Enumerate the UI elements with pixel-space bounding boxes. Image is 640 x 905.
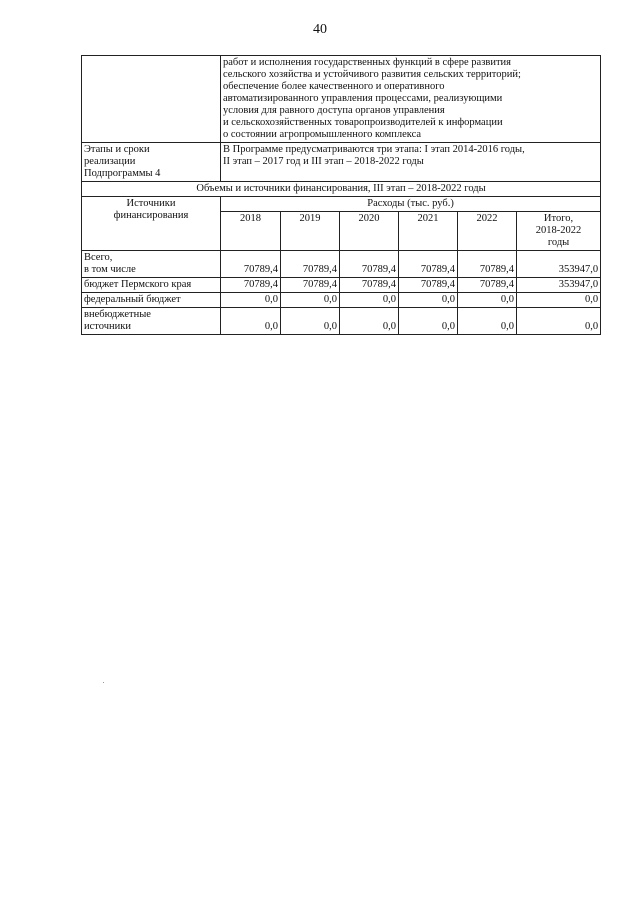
total-cell: 0,0 — [517, 308, 601, 335]
expenses-header: Расходы (тыс. руб.) — [221, 197, 601, 212]
value-cell: 0,0 — [399, 293, 458, 308]
value-cell: 70789,4 — [281, 278, 340, 293]
continuation-row — [82, 56, 601, 143]
value-cell: 0,0 — [221, 308, 281, 335]
value-cell: 70789,4 — [221, 278, 281, 293]
page-number: 40 — [313, 22, 327, 37]
value-cell: 0,0 — [281, 308, 340, 335]
value-cell: 0,0 — [281, 293, 340, 308]
funding-title-row — [82, 182, 601, 197]
value-cell: 70789,4 — [458, 278, 517, 293]
row-label: бюджет Пермского края — [82, 278, 221, 293]
header-row-1 — [82, 197, 601, 212]
empty-label-cell — [82, 56, 221, 143]
year-header: 2018 — [221, 212, 281, 251]
year-header: 2019 — [281, 212, 340, 251]
value-cell: 0,0 — [458, 308, 517, 335]
value-cell: 70789,4 — [340, 278, 399, 293]
row-label: федеральный бюджет — [82, 293, 221, 308]
continuation-text: работ и исполнения государственных функций в сфере развития сельского хозяйства и устойчивого развития сельских территорий; обеспечение более качественного и оперативного автоматизированного управления процессами, реализующими условия для равного доступа органов управления и сельскохозяйственных товаропроизводителей к информации о состоянии агропромышленного комплекса — [221, 56, 601, 143]
value-cell: 70789,4 — [399, 251, 458, 278]
row-label: внебюджетные источники — [82, 308, 221, 335]
value-cell: 0,0 — [221, 293, 281, 308]
stages-text: В Программе предусматриваются три этапа: I этап 2014-2016 годы, II этап – 2017 год и III этап – 2018-2022 годы — [221, 143, 601, 182]
table-row — [82, 308, 601, 335]
value-cell: 70789,4 — [221, 251, 281, 278]
scan-speck — [103, 682, 104, 683]
value-cell: 70789,4 — [340, 251, 399, 278]
sources-header: Источники финансирования — [82, 197, 221, 251]
value-cell: 0,0 — [340, 293, 399, 308]
value-cell: 0,0 — [399, 308, 458, 335]
row-label: Всего, в том числе — [82, 251, 221, 278]
program-table — [81, 55, 601, 335]
year-header: 2022 — [458, 212, 517, 251]
table-row — [82, 278, 601, 293]
table-row — [82, 293, 601, 308]
total-cell: 353947,0 — [517, 251, 601, 278]
stages-label: Этапы и сроки реализации Подпрограммы 4 — [82, 143, 221, 182]
total-cell: 353947,0 — [517, 278, 601, 293]
total-header: Итого, 2018-2022 годы — [517, 212, 601, 251]
value-cell: 70789,4 — [281, 251, 340, 278]
funding-title: Объемы и источники финансирования, III этап – 2018-2022 годы — [82, 182, 601, 197]
value-cell: 0,0 — [340, 308, 399, 335]
stages-row — [82, 143, 601, 182]
year-header: 2020 — [340, 212, 399, 251]
value-cell: 0,0 — [458, 293, 517, 308]
value-cell: 70789,4 — [458, 251, 517, 278]
year-header: 2021 — [399, 212, 458, 251]
table-row — [82, 251, 601, 278]
value-cell: 70789,4 — [399, 278, 458, 293]
total-cell: 0,0 — [517, 293, 601, 308]
